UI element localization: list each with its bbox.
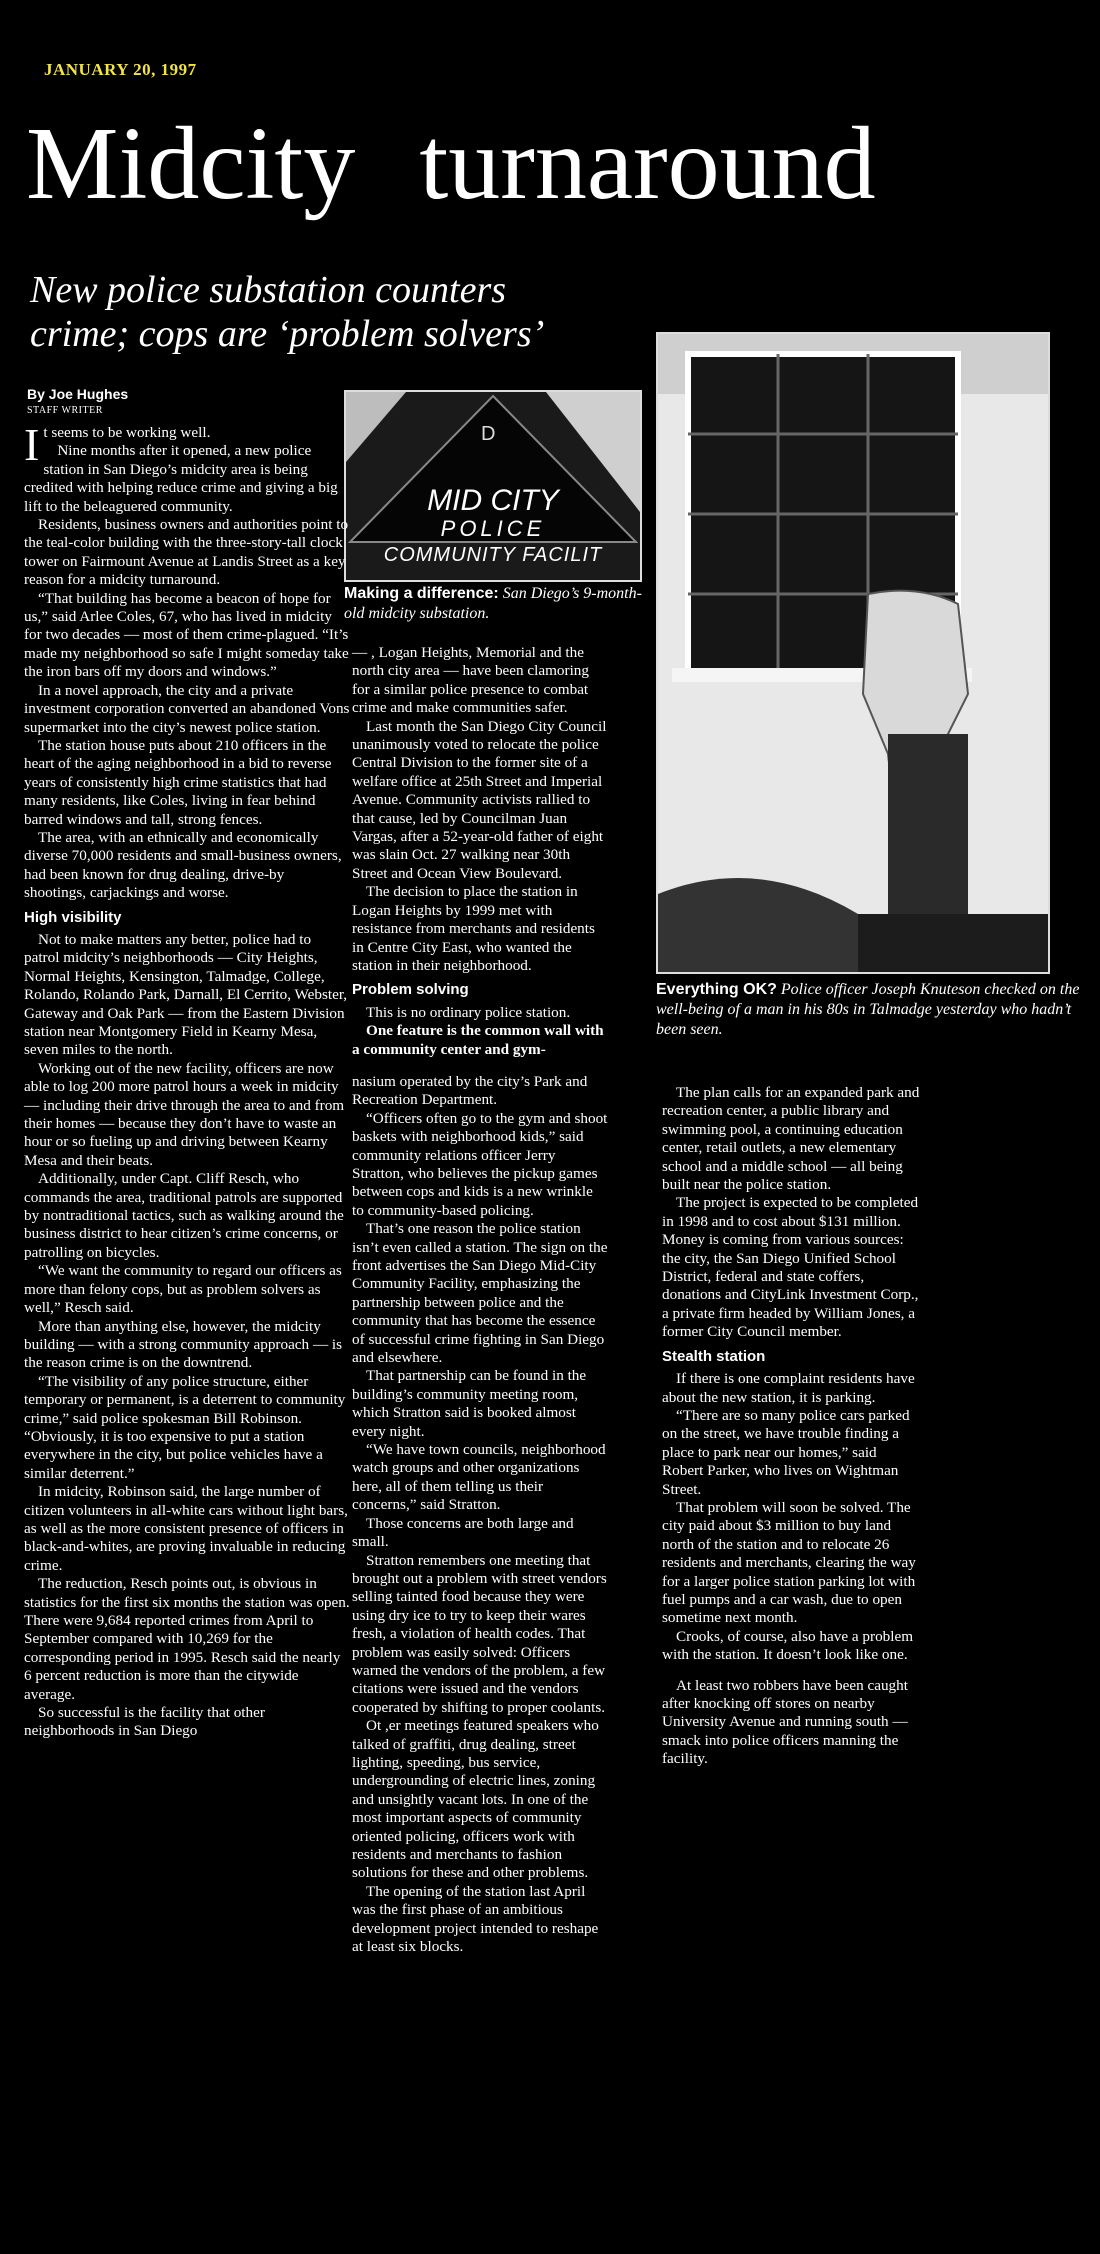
paragraph: So successful is the facility that other neighborhoods in San Diego	[24, 1704, 265, 1740]
section-heading: High visibility	[24, 908, 122, 926]
paragraph: Working out of the new facility, officers are now able to log 200 more patrol hours a week in midcity — including their drive through the area to and from their homes — because they don’t have to waste an hour or so fueling up and driving between Kearny Mesa and their beats.	[24, 1059, 345, 1169]
police-sign-photo	[344, 390, 642, 582]
paragraph: Not to make matters any better, police had to patrol midcity’s neighborhoods — City Heights, Normal Heights, Kensington, Talmadge, College, Rolando, Rolando Park, Darnall, El Cerrito, Webster, Gateway and Oak Park — from the Eastern Division station near Montgomery Field in Kearny Mesa, seven miles to the north.	[24, 930, 348, 1059]
paragraph: Additionally, under Capt. Cliff Resch, who commands the area, traditional patrols are supported by nontraditional tactics, such as walking around the business district to hear citizen’s crime concerns, or patrolling on bicycles.	[24, 1170, 344, 1261]
paragraph: Stratton remembers one meeting that brought out a problem with street vendors selling tainted food because they were using dry ice to try to keep their wares fresh, a violation of health codes. That problem was easily solved: Officers warned the vendors of the problem, a few citations were issued and the vendors cooperated by shifting to proper coolants.	[352, 1551, 607, 1716]
paragraph: It seems to be working well.	[24, 419, 211, 470]
caption-body: Police officer Joseph Knuteson checked on the well-being of a man in his 80s in Talmadge yesterday who hadn’t been seen.	[656, 981, 1080, 1038]
paragraph: “We want the community to regard our officers as more than felony cops, but as problem solvers as well,” Resch said.	[24, 1262, 342, 1317]
section-heading: Stealth station	[662, 1347, 766, 1365]
article-column-1	[24, 419, 350, 1741]
paragraph: The reduction, Resch points out, is obvious in statistics for the first six months the station was open. There were 9,684 reported crimes from April to September compared with 10,269 for the corresponding period in 1995. Resch said the nearly 6 percent reduction is more than the citywide average.	[24, 1575, 350, 1703]
paragraph: That’s one reason the police station isn’t even called a station. The sign on the front advertises the San Diego Mid-City Community Facility, emphasizing the partnership between police and the community that has become the essence of successful crime fighting in San Diego and elsewhere.	[352, 1220, 608, 1367]
officer-at-window-graphic	[658, 334, 1048, 972]
paragraph: In a novel approach, the city and a private investment corporation converted an abandoned Vons supermarket into the city’s newest police station.	[24, 681, 350, 736]
paragraph: At least two robbers have been caught after knocking off stores on nearby University Avenue and running south — smack into police officers manning the facility.	[662, 1676, 908, 1768]
paragraph: Those concerns are both large and small.	[352, 1514, 574, 1551]
paragraph: More than anything else, however, the midcity building — with a strong community approach — is the reason crime is on the downtrend.	[24, 1317, 343, 1372]
paragraph: “That building has become a beacon of hope for us,” said Arlee Coles, 67, who has lived in midcity for two decades — most of them crime-plagued. “It’s made my neighborhood so safe I might someday take the iron bars off my doors and windows.”	[24, 589, 349, 681]
byline-role: STAFF WRITER	[27, 405, 103, 416]
sign-line-1: MID CITY	[427, 484, 559, 517]
subhead-line-2: crime; cops are ‘problem solvers’	[30, 313, 545, 356]
paragraph: “The visibility of any police structure, either temporary or permanent, is a deterrent to community crime,” said police spokesman Bill Robinson. “Obviously, it is too expensive to put a station everywhere in the city, but police vehicles have a similar deterrent.”	[24, 1372, 346, 1482]
paragraph: — , Logan Heights, Memorial and the north city area — have been clamoring for a similar police presence to combat crime and make communities safer.	[352, 644, 589, 717]
paragraph: Last month the San Diego City Council unanimously voted to relocate the police Central Division to the former site of a welfare office at 25th Street and Imperial Avenue. Community activists rallied to that cause, led by Councilman Juan Vargas, after a 52-year-old father of eight was slain Oct. 27 walking near 30th Street and Ocean View Boulevard.	[352, 717, 607, 882]
paragraph: nasium operated by the city’s Park and Recreation Department.	[352, 1072, 588, 1109]
paragraph: The plan calls for an expanded park and recreation center, a public library and swimming pool, a continuing education center, retail outlets, a new elementary school and a middle school — all being built near the police station.	[662, 1084, 920, 1194]
paragraph: The area, with an ethnically and economically diverse 70,000 residents and small-business owners, had been known for drug dealing, drive-by shootings, carjackings and worse.	[24, 828, 342, 902]
subheadline	[30, 268, 650, 356]
paragraph: That problem will soon be solved. The city paid about $3 million to buy land north of the station and to relocate 26 residents and merchants, clearing the way for a larger police station parking lot with fuel pumps and a car wash, due to open sometime next month.	[662, 1498, 916, 1627]
subhead-line-1: New police substation counters	[30, 269, 507, 311]
paragraph: “There are so many police cars parked on the street, we have trouble finding a place to park near our homes,” said Robert Parker, who lives on Wightman Street.	[662, 1406, 910, 1498]
paragraph: If there is one complaint residents have about the new station, it is parking.	[662, 1370, 915, 1406]
paragraph: “We have town councils, neighborhood watch groups and other organizations here, all of them telling us their concerns,” said Stratton.	[352, 1441, 606, 1514]
sign-photo-caption	[344, 584, 644, 624]
caption-lead: Everything OK?	[656, 981, 777, 998]
paragraph: Residents, business owners and authorities point to the teal-color building with the three-story-tall clock tower on Fairmount Avenue at Landis Street as a key reason for a midcity turnaround.	[24, 516, 349, 589]
article-column-3	[662, 1084, 920, 1769]
officer-window-photo	[656, 332, 1050, 974]
section-heading: Problem solving	[352, 981, 469, 999]
article-column-2	[352, 644, 608, 1956]
headline: Midcity turnaround	[26, 106, 876, 221]
paragraph: One feature is the common wall with a community center and gym-	[352, 1022, 604, 1058]
paragraph: In midcity, Robinson said, the large number of citizen volunteers in all-white cars without light bars, as well as the more consistent presence of officers in black-and-whites, are proving invaluable in reducing crime.	[24, 1483, 348, 1574]
sign-line-2: POLICE	[440, 516, 546, 541]
paragraph: This is no ordinary police station.	[366, 1003, 571, 1021]
paragraph: That partnership can be found in the building’s community meeting room, which Stratton said is booked almost every night.	[352, 1367, 587, 1440]
paragraph: The station house puts about 210 officers in the heart of the aging neighborhood in a bid to reverse years of consistently high crime statistics that had many residents, like Coles, living in fear behind barred windows and tall, strong fences.	[24, 736, 332, 828]
window-photo-caption	[656, 980, 1086, 1040]
svg-text:D: D	[481, 423, 496, 445]
paragraph: Nine months after it opened, a new police station in San Diego’s midcity area is being credited with helping reduce crime and giving a big lift to the beleaguered community.	[24, 442, 338, 515]
paragraph: Crooks, of course, also have a problem with the station. It doesn’t look like one.	[662, 1627, 914, 1664]
caption-body: San Diego’s 9-month-old midcity substation.	[344, 585, 642, 622]
sign-line-3: COMMUNITY FACILIT	[383, 544, 603, 566]
paragraph: “Officers often go to the gym and shoot baskets with neighborhood kids,” said community relations officer Jerry Stratton, who believes the pickup games between cops and kids is a new wrinkle to community-based policing.	[352, 1109, 608, 1219]
caption-lead: Making a difference:	[344, 585, 499, 602]
byline: By Joe Hughes	[27, 386, 129, 402]
paragraph: The decision to place the station in Logan Heights by 1999 met with resistance from merchants and residents in Centre City East, who wanted the station in their neighborhood.	[352, 883, 595, 974]
article-date: JANUARY 20, 1997	[44, 60, 197, 79]
paragraph: The project is expected to be completed in 1998 and to cost about $131 million. Money is coming from various sources: the city, the San Diego Unified School District, federal and state coffers, donations and CityLink Investment Corp., a private firm headed by William Jones, a former City Council member.	[662, 1194, 919, 1341]
paragraph: Ot ,er meetings featured speakers who talked of graffiti, drug dealing, street lighting, speeding, bus service, undergrounding of electric lines, zoning and unsightly vacant lots. In one of the most important aspects of community oriented policing, officers work with residents and merchants to fashion solutions for these and other problems.	[352, 1717, 599, 1882]
paragraph: The opening of the station last April was the first phase of an ambitious development project intended to reshape at least six blocks.	[352, 1882, 599, 1956]
